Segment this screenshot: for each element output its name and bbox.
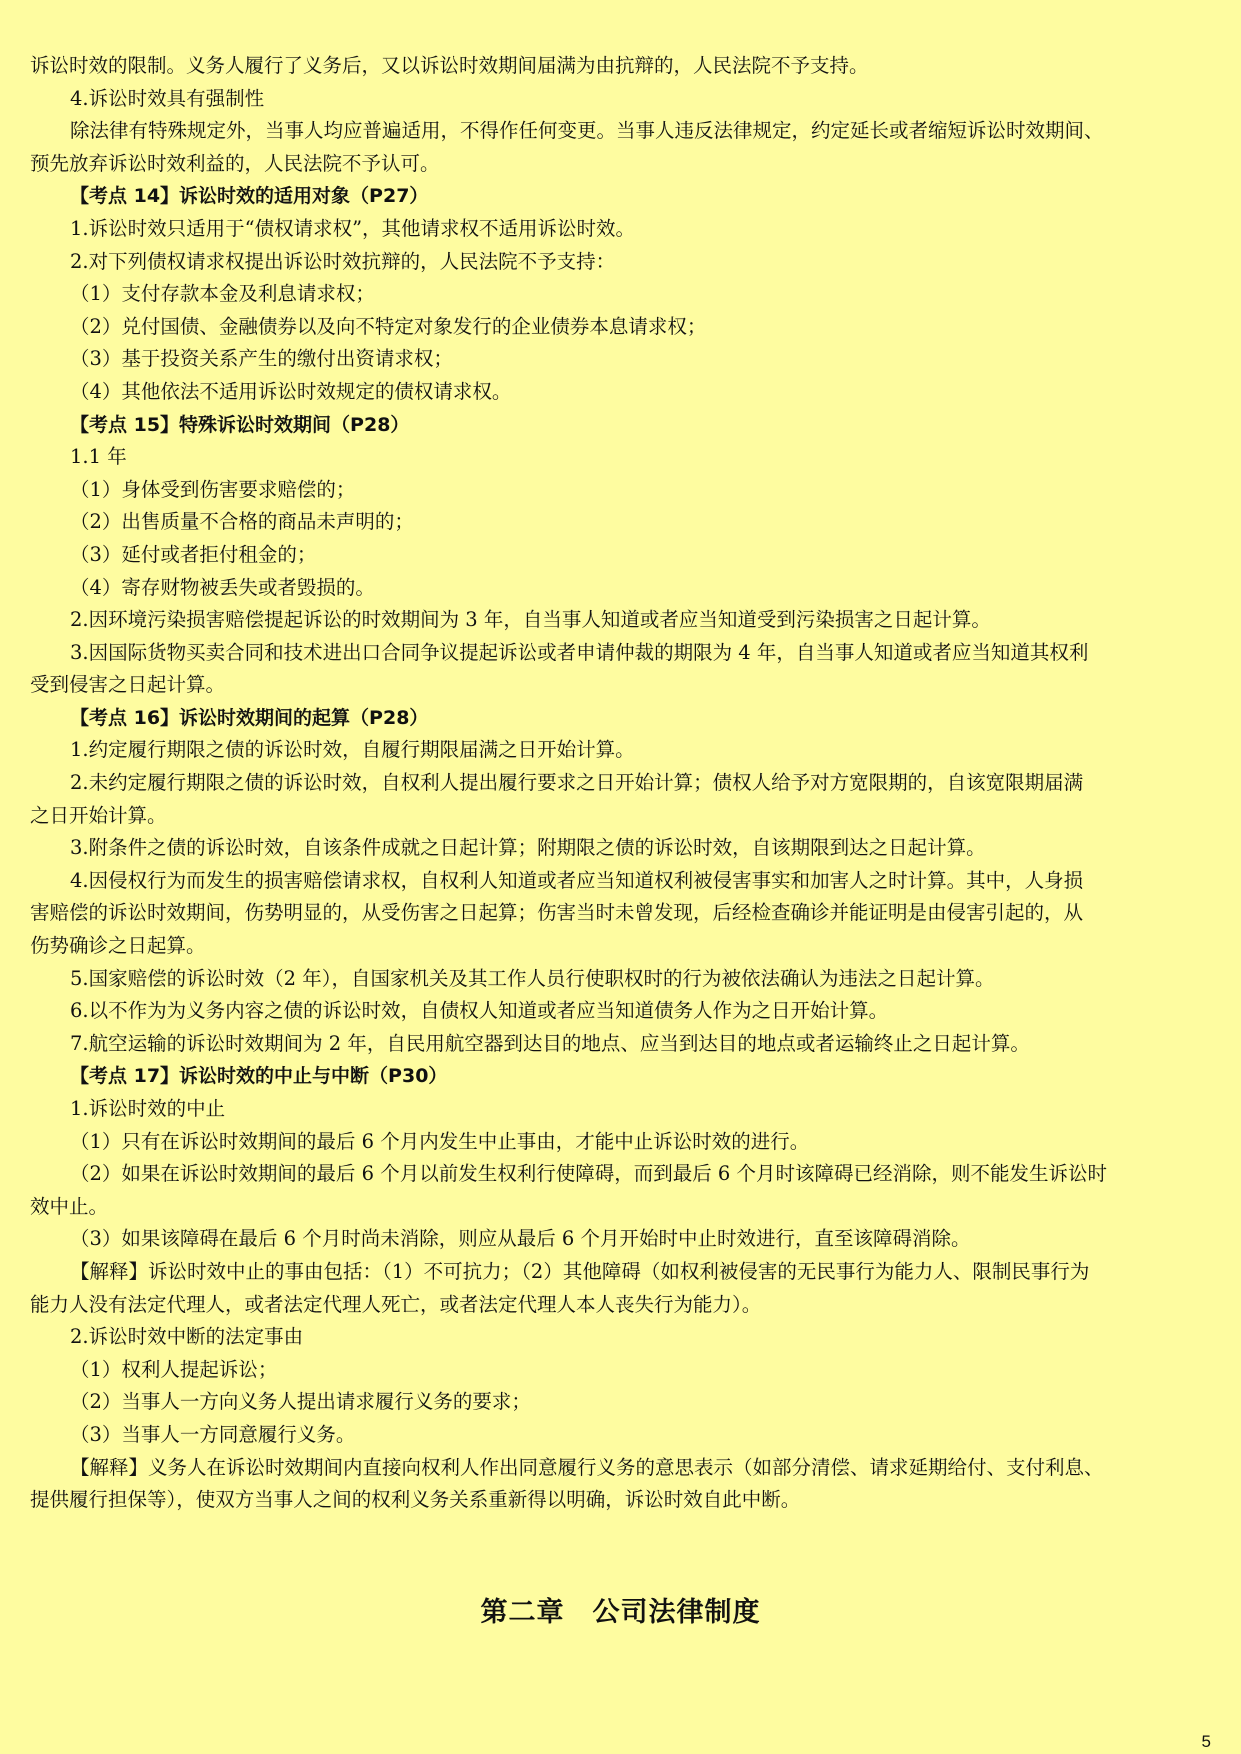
section-heading: 【考点 16】诉讼时效期间的起算（P28） [70, 706, 429, 729]
text-line: 【解释】义务人在诉讼时效期间内直接向权利人作出同意履行义务的意思表示（如部分清偿、请求延期给付、支付利息、 [70, 1455, 1104, 1479]
text-line: 2.因环境污染损害赔偿提起诉讼的时效期间为 3 年，自当事人知道或者应当知道受到污染损害之日起计算。 [70, 608, 991, 632]
text-line: （4）寄存财物被丢失或者毁损的。 [70, 575, 375, 599]
text-line: 2.未约定履行期限之债的诉讼时效，自权利人提出履行要求之日开始计算；债权人给予对方宽限期的，自该宽限期届满 [70, 771, 1084, 795]
text-line: 1.诉讼时效的中止 [70, 1097, 226, 1120]
text-line: （1）只有在诉讼时效期间的最后 6 个月内发生中止事由，才能中止诉讼时效的进行。 [70, 1129, 810, 1153]
text-line: （3）当事人一方同意履行义务。 [70, 1422, 356, 1446]
text-line: 提供履行担保等），使双方当事人之间的权利义务关系重新得以明确，诉讼时效自此中断。 [30, 1488, 801, 1512]
text-line: 5.国家赔偿的诉讼时效（2 年），自国家机关及其工作人员行使职权时的行为被依法确认为违法之日起计算。 [70, 966, 995, 990]
text-line: 2.诉讼时效中断的法定事由 [70, 1325, 304, 1349]
text-line: 2.对下列债权请求权提出诉讼时效抗辩的，人民法院不予支持： [70, 249, 616, 273]
page-number: 5 [1201, 1732, 1211, 1751]
section-heading: 【考点 15】特殊诉讼时效期间（P28） [70, 413, 410, 436]
text-line: （1）权利人提起诉讼； [70, 1357, 278, 1381]
text-line: 6.以不作为为义务内容之债的诉讼时效，自债权人知道或者应当知道债务人作为之日开始计算。 [70, 999, 889, 1023]
text-line: （3）延付或者拒付租金的； [70, 542, 317, 566]
text-line: 受到侵害之日起计算。 [30, 673, 226, 697]
text-line: 预先放弃诉讼时效利益的，人民法院不予认可。 [30, 151, 440, 175]
text-line: 1.约定履行期限之债的诉讼时效，自履行期限届满之日开始计算。 [70, 738, 635, 762]
text-line: 3.附条件之债的诉讼时效，自该条件成就之日起计算；附期限之债的诉讼时效，自该期限到达之日起计算。 [70, 836, 986, 860]
text-line: 能力人没有法定代理人，或者法定代理人死亡，或者法定代理人本人丧失行为能力）。 [30, 1292, 762, 1316]
text-line: 4.诉讼时效具有强制性 [70, 86, 265, 110]
text-line: 害赔偿的诉讼时效期间，伤势明显的，从受伤害之日起算；伤害当时未曾发现，后经检查确诊并能证明是由侵害引起的，从 [30, 901, 1084, 925]
text-line: 【解释】诉讼时效中止的事由包括：（1）不可抗力；（2）其他障碍（如权利被侵害的无民事行为能力人、限制民事行为 [70, 1259, 1090, 1283]
chapter-title: 第二章 公司法律制度 [480, 1597, 761, 1628]
text-line: （2）出售质量不合格的商品未声明的； [70, 510, 414, 534]
section-heading: 【考点 14】诉讼时效的适用对象（P27） [70, 185, 429, 208]
text-line: 之日开始计算。 [30, 803, 167, 827]
text-line: 诉讼时效的限制。义务人履行了义务后，又以诉讼时效期间届满为由抗辩的，人民法院不予支持。 [30, 54, 869, 77]
text-line: （4）其他依法不适用诉讼时效规定的债权请求权。 [70, 379, 512, 403]
text-line: 1.诉讼时效只适用于“债权请求权”，其他请求权不适用诉讼时效。 [70, 216, 636, 240]
section-heading: 【考点 17】诉讼时效的中止与中断（P30） [70, 1065, 448, 1088]
text-line: 1.1 年 [70, 445, 127, 469]
text-line: 除法律有特殊规定外，当事人均应普遍适用，不得作任何变更。当事人违反法律规定，约定延长或者缩短诉讼时效期间、 [70, 119, 1104, 143]
text-line: 效中止。 [30, 1194, 109, 1218]
text-line: 7.航空运输的诉讼时效期间为 2 年，自民用航空器到达目的地点、应当到达目的地点或者运输终止之日起计算。 [70, 1031, 1030, 1055]
text-line: （1）身体受到伤害要求赔偿的； [70, 477, 356, 501]
text-line: 4.因侵权行为而发生的损害赔偿请求权，自权利人知道或者应当知道权利被侵害事实和加害人之时计算。其中，人身损 [70, 868, 1084, 892]
text-line: （2）如果在诉讼时效期间的最后 6 个月以前发生权利行使障碍，而到最后 6 个月时该障碍已经消除，则不能发生诉讼时 [70, 1162, 1108, 1186]
text-line: （2）兑付国债、金融债券以及向不特定对象发行的企业债券本息请求权； [70, 314, 707, 338]
document-body [30, 50, 1210, 1517]
text-line: （3）如果该障碍在最后 6 个月时尚未消除，则应从最后 6 个月开始时中止时效进行，直至该障碍消除。 [70, 1227, 971, 1251]
text-line: （1）支付存款本金及利息请求权； [70, 282, 375, 306]
text-line: 3.因国际货物买卖合同和技术进出口合同争议提起诉讼或者申请仲裁的期限为 4 年，自当事人知道或者应当知道其权利 [70, 640, 1089, 664]
text-line: （3）基于投资关系产生的缴付出资请求权； [70, 347, 453, 371]
text-line: （2）当事人一方向义务人提出请求履行义务的要求； [70, 1390, 531, 1414]
text-line: 伤势确诊之日起算。 [30, 934, 206, 958]
